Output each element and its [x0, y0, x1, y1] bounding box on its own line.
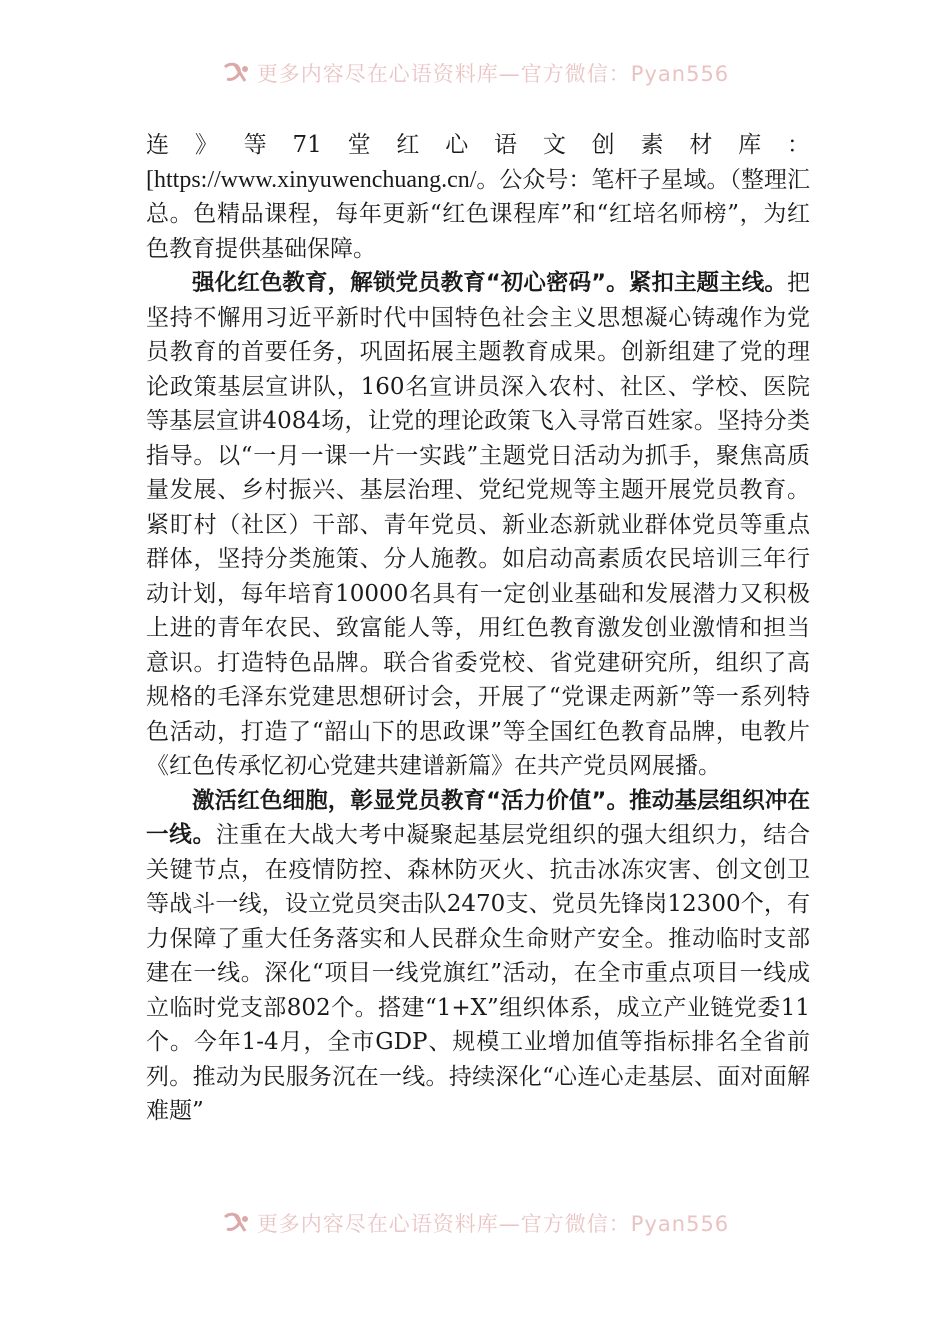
paragraph-3 [146, 784, 810, 1129]
paragraph-1 [146, 128, 810, 266]
watermark-header [0, 56, 950, 90]
document-body [146, 128, 810, 1129]
section-heading-red-cells: 激活红色细胞，彰显党员教育“活力价值”。 [192, 787, 630, 814]
subheading-frontline: 推动基层组织冲在一线。 [146, 787, 810, 848]
paragraph-2 [146, 266, 810, 784]
paragraph-3-body: 注重在大战大考中凝聚起基层党组织的强大组织力，结合关键节点，在疫情防控、森林防灭火、抗击冰冻灾害、创文创卫等战斗一线，设立党员突击队2470支、党员先锋岗12300个，有力保障了重大任务落实和人民群众生命财产安全。推动临时支部建在一线。深化“项目一线党旗红”活动，在全市重点项目一线成立临时党支部802个。搭建“1+X”组织体系，成立产业链党委11个。今年1-4月，全市GDP、规模工业增加值等指标排名全省前列。推动为民服务沉在一线。持续深化“心连心走基层、面对面解难题” [146, 822, 810, 1124]
paragraph-2-body: 把坚持不懈用习近平新时代中国特色社会主义思想凝心铸魂作为党员教育的首要任务，巩固拓展主题教育成果。创新组建了党的理论政策基层宣讲队，160名宣讲员深入农村、社区、学校、医院等基层宣讲4084场，让党的理论政策飞入寻常百姓家。坚持分类指导。以“一月一课一片一实践”主题党日活动为抓手，聚焦高质量发展、乡村振兴、基层治理、党纪党规等主题开展党员教育。紧盯村（社区）干部、青年党员、新业态新就业群体党员等重点群体，坚持分类施策、分人施教。如启动高素质农民培训三年行动计划，每年培育10000名具有一定创业基础和发展潜力又积极上进的青年农民、致富能人等，用红色教育激发创业激情和担当意识。打造特色品牌。联合省委党校、省党建研究所，组织了高规格的毛泽东党建思想研讨会，开展了“党课走两新”等一系列特色活动，打造了“韶山下的思政课”等全国红色教育品牌，电教片《红色传承忆初心党建共建谱新篇》在共产党员网展播。 [146, 270, 810, 779]
paragraph-1-rest: 。公众号：笔杆子星域。（整理汇总。色精品课程，每年更新“红色课程库”和“红培名师榜”，为红色教育提供基础保障。 [146, 166, 810, 262]
watermark-text: 更多内容尽在心语资料库—官方微信：Pyan556 [256, 1212, 730, 1236]
section-heading-red-education: 强化红色教育，解锁党员教育“初心密码”。 [192, 270, 629, 296]
subheading-main-theme: 紧扣主题主线。 [628, 270, 787, 296]
watermark-logo-icon [221, 1211, 251, 1235]
watermark-footer [0, 1206, 950, 1240]
watermark-logo-icon [221, 61, 251, 85]
paragraph-1-lead: 连》等71堂红心语文创素材库： [146, 132, 810, 158]
watermark-text: 更多内容尽在心语资料库—官方微信：Pyan556 [256, 62, 730, 86]
source-url: [https://www.xinyuwenchuang.cn/ [146, 166, 477, 193]
